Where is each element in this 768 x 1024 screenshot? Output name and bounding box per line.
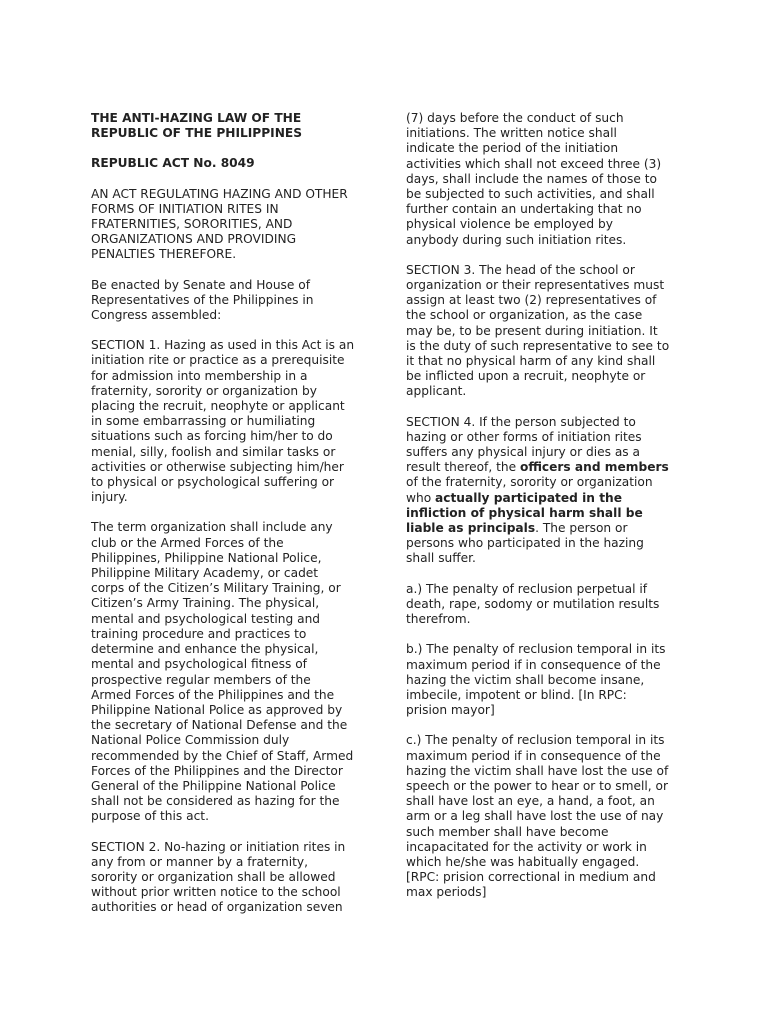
penalty-c: c.) The penalty of reclusion temporal in its maximum period if in consequence of the hazing the victim shall have lost the use of speech or the power to hear or to smell, or shall have lost an eye, a hand, a foot, an arm or a leg shall have lost the use of nay such member shall have become incapacitated for the activity or work in which he/she was habitually engaged. [RPC: prision correctional in medium and max periods] <box>406 733 669 900</box>
penalty-a: a.) The penalty of reclusion perpetual if death, rape, sodomy or mutilation results therefrom. <box>406 581 660 627</box>
enactment-clause: Be enacted by Senate and House of Representatives of the Philippines in Congress assembled: <box>91 277 314 323</box>
act-number: REPUBLIC ACT No. 8049 <box>91 156 255 171</box>
act-description: AN ACT REGULATING HAZING AND OTHER FORMS OF INITIATION RITES IN FRATERNITIES, SORORITIES, AND ORGANIZATIONS AND PROVIDING PENALTIES THEREFORE. <box>91 186 348 262</box>
section-4-text-1: SECTION 4. If the person subjected to hazing or other forms of initiation rites suffers any physical injury or dies as a result thereof, the <box>406 414 642 475</box>
section-3: SECTION 3. The head of the school or organization or their representatives must assign at least two (2) representatives of the school or organization, as the case may be, to be present during initiation. It is the duty of such representative to see to it that no physical harm of any kind shall be inflicted upon a recruit, neophyte or applicant. <box>406 262 670 399</box>
left-column <box>91 111 367 931</box>
section-4-text-3: . The person or persons who participated in the hazing shall suffer. <box>406 521 644 566</box>
section-4-text-2: of the fraternity, sorority or organization who <box>406 475 653 505</box>
section-4-bold-1: officers and members <box>519 460 669 475</box>
organization-definition: The term organization shall include any club or the Armed Forces of the Philippines, Philippine National Police, Philippine Military Academy, or cadet corps of the Citizen’s Military Training, or Citizen’s Army Training. The physical, mental and psychological testing and training procedure and practices to determine and enhance the physical, mental and psychological fitness of prospective regular members of the Armed Forces of the Philippines and the Philippine National Police as approved by the secretary of National Defense and the National Police Commission duly recommended by the Chief of Staff, Armed Forces of the Philippines and the Director General of the Philippine National Police shall not be considered as hazing for the purpose of this act. <box>91 520 354 824</box>
document-title: THE ANTI-HAZING LAW OF THE REPUBLIC OF THE PHILIPPINES <box>91 111 302 141</box>
section-1: SECTION 1. Hazing as used in this Act is an initiation rite or practice as a prerequisite for admission into membership in a fraternity, sorority or organization by placing the recruit, neophyte or applicant in some embarrassing or humiliating situations such as forcing him/her to do menial, silly, foolish and similar tasks or activities or otherwise subjecting him/her to physical or psychological suffering or injury. <box>91 338 355 505</box>
section-4-bold-2: actually participated in the infliction of physical harm shall be liable as principals <box>406 490 643 536</box>
section-2-continued: (7) days before the conduct of such initiations. The written notice shall indicate the period of the initiation activities which shall not exceed three (3) days, shall include the names of those to be subjected to such activities, and shall further contain an undertaking that no physical violence be employed by anybody during such initiation rites. <box>406 111 662 247</box>
section-2-start: SECTION 2. No-hazing or initiation rites in any from or manner by a fraternity, sorority or organization shall be allowed without prior written notice to the school authorities or head of organization seven <box>91 839 346 915</box>
section-4 <box>406 415 682 567</box>
right-column <box>406 111 682 916</box>
penalty-b: b.) The penalty of reclusion temporal in its maximum period if in consequence of the hazing the victim shall become insane, imbecile, impotent or blind. [In RPC: prision mayor] <box>406 642 666 718</box>
